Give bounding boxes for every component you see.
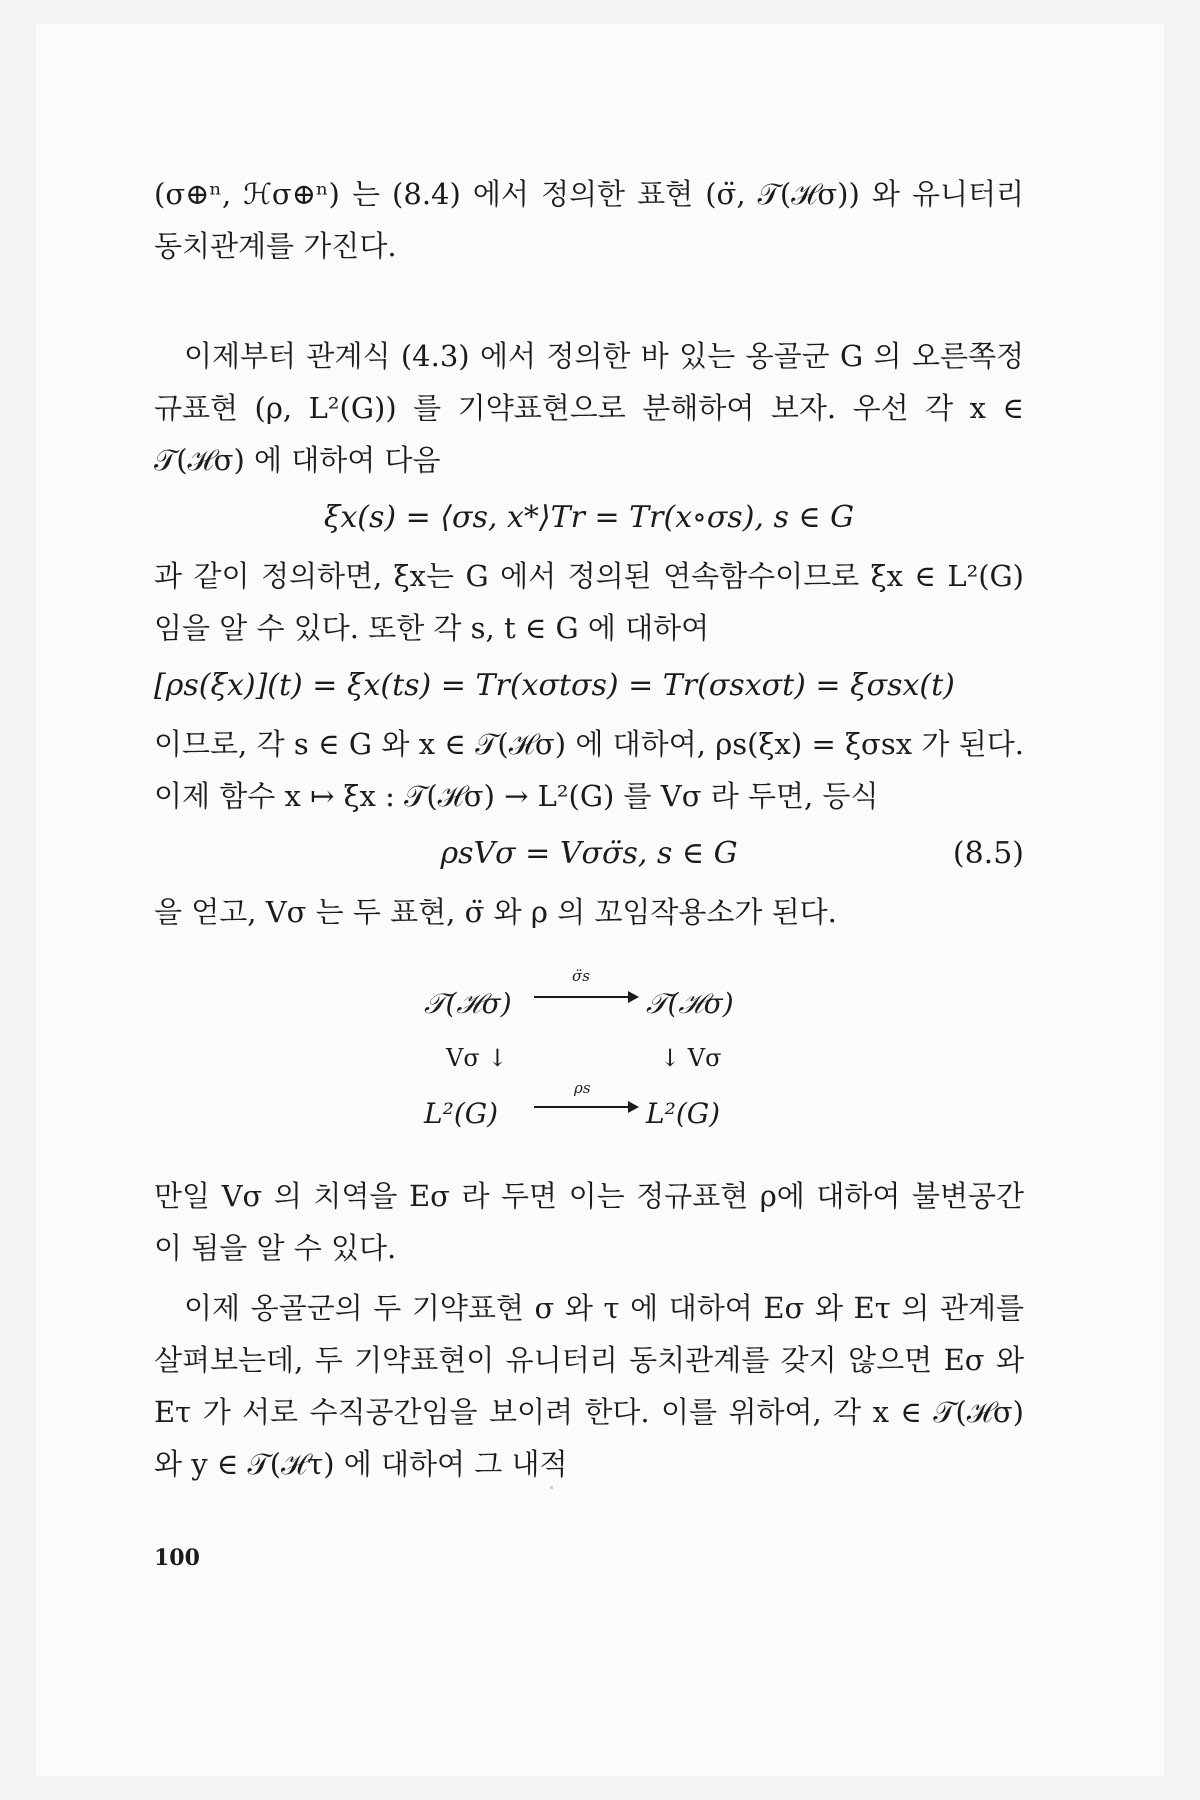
diagram-top-arrow-label: σ̈s	[572, 967, 590, 985]
diagram-right-arrow: ↓ Vσ	[660, 1044, 722, 1072]
equation-number: (8.5)	[952, 836, 1024, 871]
diagram-bottom-arrow-label: ρs	[574, 1079, 591, 1097]
equation-rho-action	[154, 654, 1024, 718]
paragraph-2: 이제부터 관계식 (4.3) 에서 정의한 바 있는 옹골군 G 의 오른쪽정규표현 (ρ, L²(G)) 를 기약표현으로 분해하여 보자. 우선 각 x ∈ 𝒯(ℋσ) 에 대하여 다음	[154, 339, 1024, 477]
diagram-top-left: 𝒯(ℋσ)	[424, 987, 512, 1020]
diagram-bottom-arrow	[534, 1106, 630, 1108]
equation-xi-definition-body: ξx(s) = ⟨σs, x*⟩Tr = Tr(x∘σs), s ∈ G	[323, 500, 855, 535]
diagram-top-right: 𝒯(ℋσ)	[646, 987, 734, 1020]
paragraph-1: (σ⊕ⁿ, ℋσ⊕ⁿ) 는 (8.4) 에서 정의한 표현 (σ̈, 𝒯(ℋσ)) 와 유니터리 동치관계를 가진다.	[154, 177, 1024, 263]
equation-8-5-body: ρsVσ = Vσσ̈s, s ∈ G	[440, 836, 738, 871]
equation-rho-action-body: [ρs(ξx)](t) = ξx(ts) = Tr(xσtσs) = Tr(σsxσt) = ξσsx(t)	[154, 668, 955, 703]
diagram-bottom-left: L²(G)	[424, 1097, 499, 1130]
document-body	[154, 168, 1024, 1490]
diagram-bottom-right: L²(G)	[646, 1097, 721, 1130]
paragraph-6: 만일 Vσ 의 치역을 Eσ 라 두면 이는 정규표현 ρ에 대하여 불변공간이 됨을 알 수 있다.	[154, 1179, 1024, 1265]
paragraph-4: 이므로, 각 s ∈ G 와 x ∈ 𝒯(ℋσ) 에 대하여, ρs(ξx) = ξσsx 가 된다. 이제 함수 x ↦ ξx : 𝒯(ℋσ) → L²(G) 를 Vσ 라 두면, 등식	[154, 727, 1024, 813]
paragraph-3: 과 같이 정의하면, ξx는 G 에서 정의된 연속함수이므로 ξx ∈ L²(G) 임을 알 수 있다. 또한 각 s, t ∈ G 에 대하여	[154, 559, 1024, 645]
scan-dot	[550, 1486, 553, 1489]
paragraph-7: 이제 옹골군의 두 기약표현 σ 와 τ 에 대하여 Eσ 와 Eτ 의 관계를 살펴보는데, 두 기약표현이 유니터리 동치관계를 갖지 않으면 Eσ 와 Eτ 가 서로 수직공간임을 보이려 한다. 이를 위하여, 각 x ∈ 𝒯(ℋσ) 와 y ∈ 𝒯(ℋτ) 에 대하여 그 내적	[154, 1291, 1024, 1481]
paragraph-5: 을 얻고, Vσ 는 두 표현, σ̈ 와 ρ 의 꼬임작용소가 된다.	[154, 895, 837, 929]
commutative-diagram	[424, 938, 754, 1170]
equation-xi-definition	[154, 486, 1024, 550]
diagram-bottom-arrowhead	[628, 1101, 639, 1113]
diagram-top-arrowhead	[628, 991, 639, 1003]
diagram-top-arrow	[534, 996, 630, 998]
equation-8-5	[154, 822, 1024, 886]
page-number: 100	[154, 1545, 200, 1571]
diagram-left-arrow: Vσ ↓	[446, 1044, 508, 1072]
